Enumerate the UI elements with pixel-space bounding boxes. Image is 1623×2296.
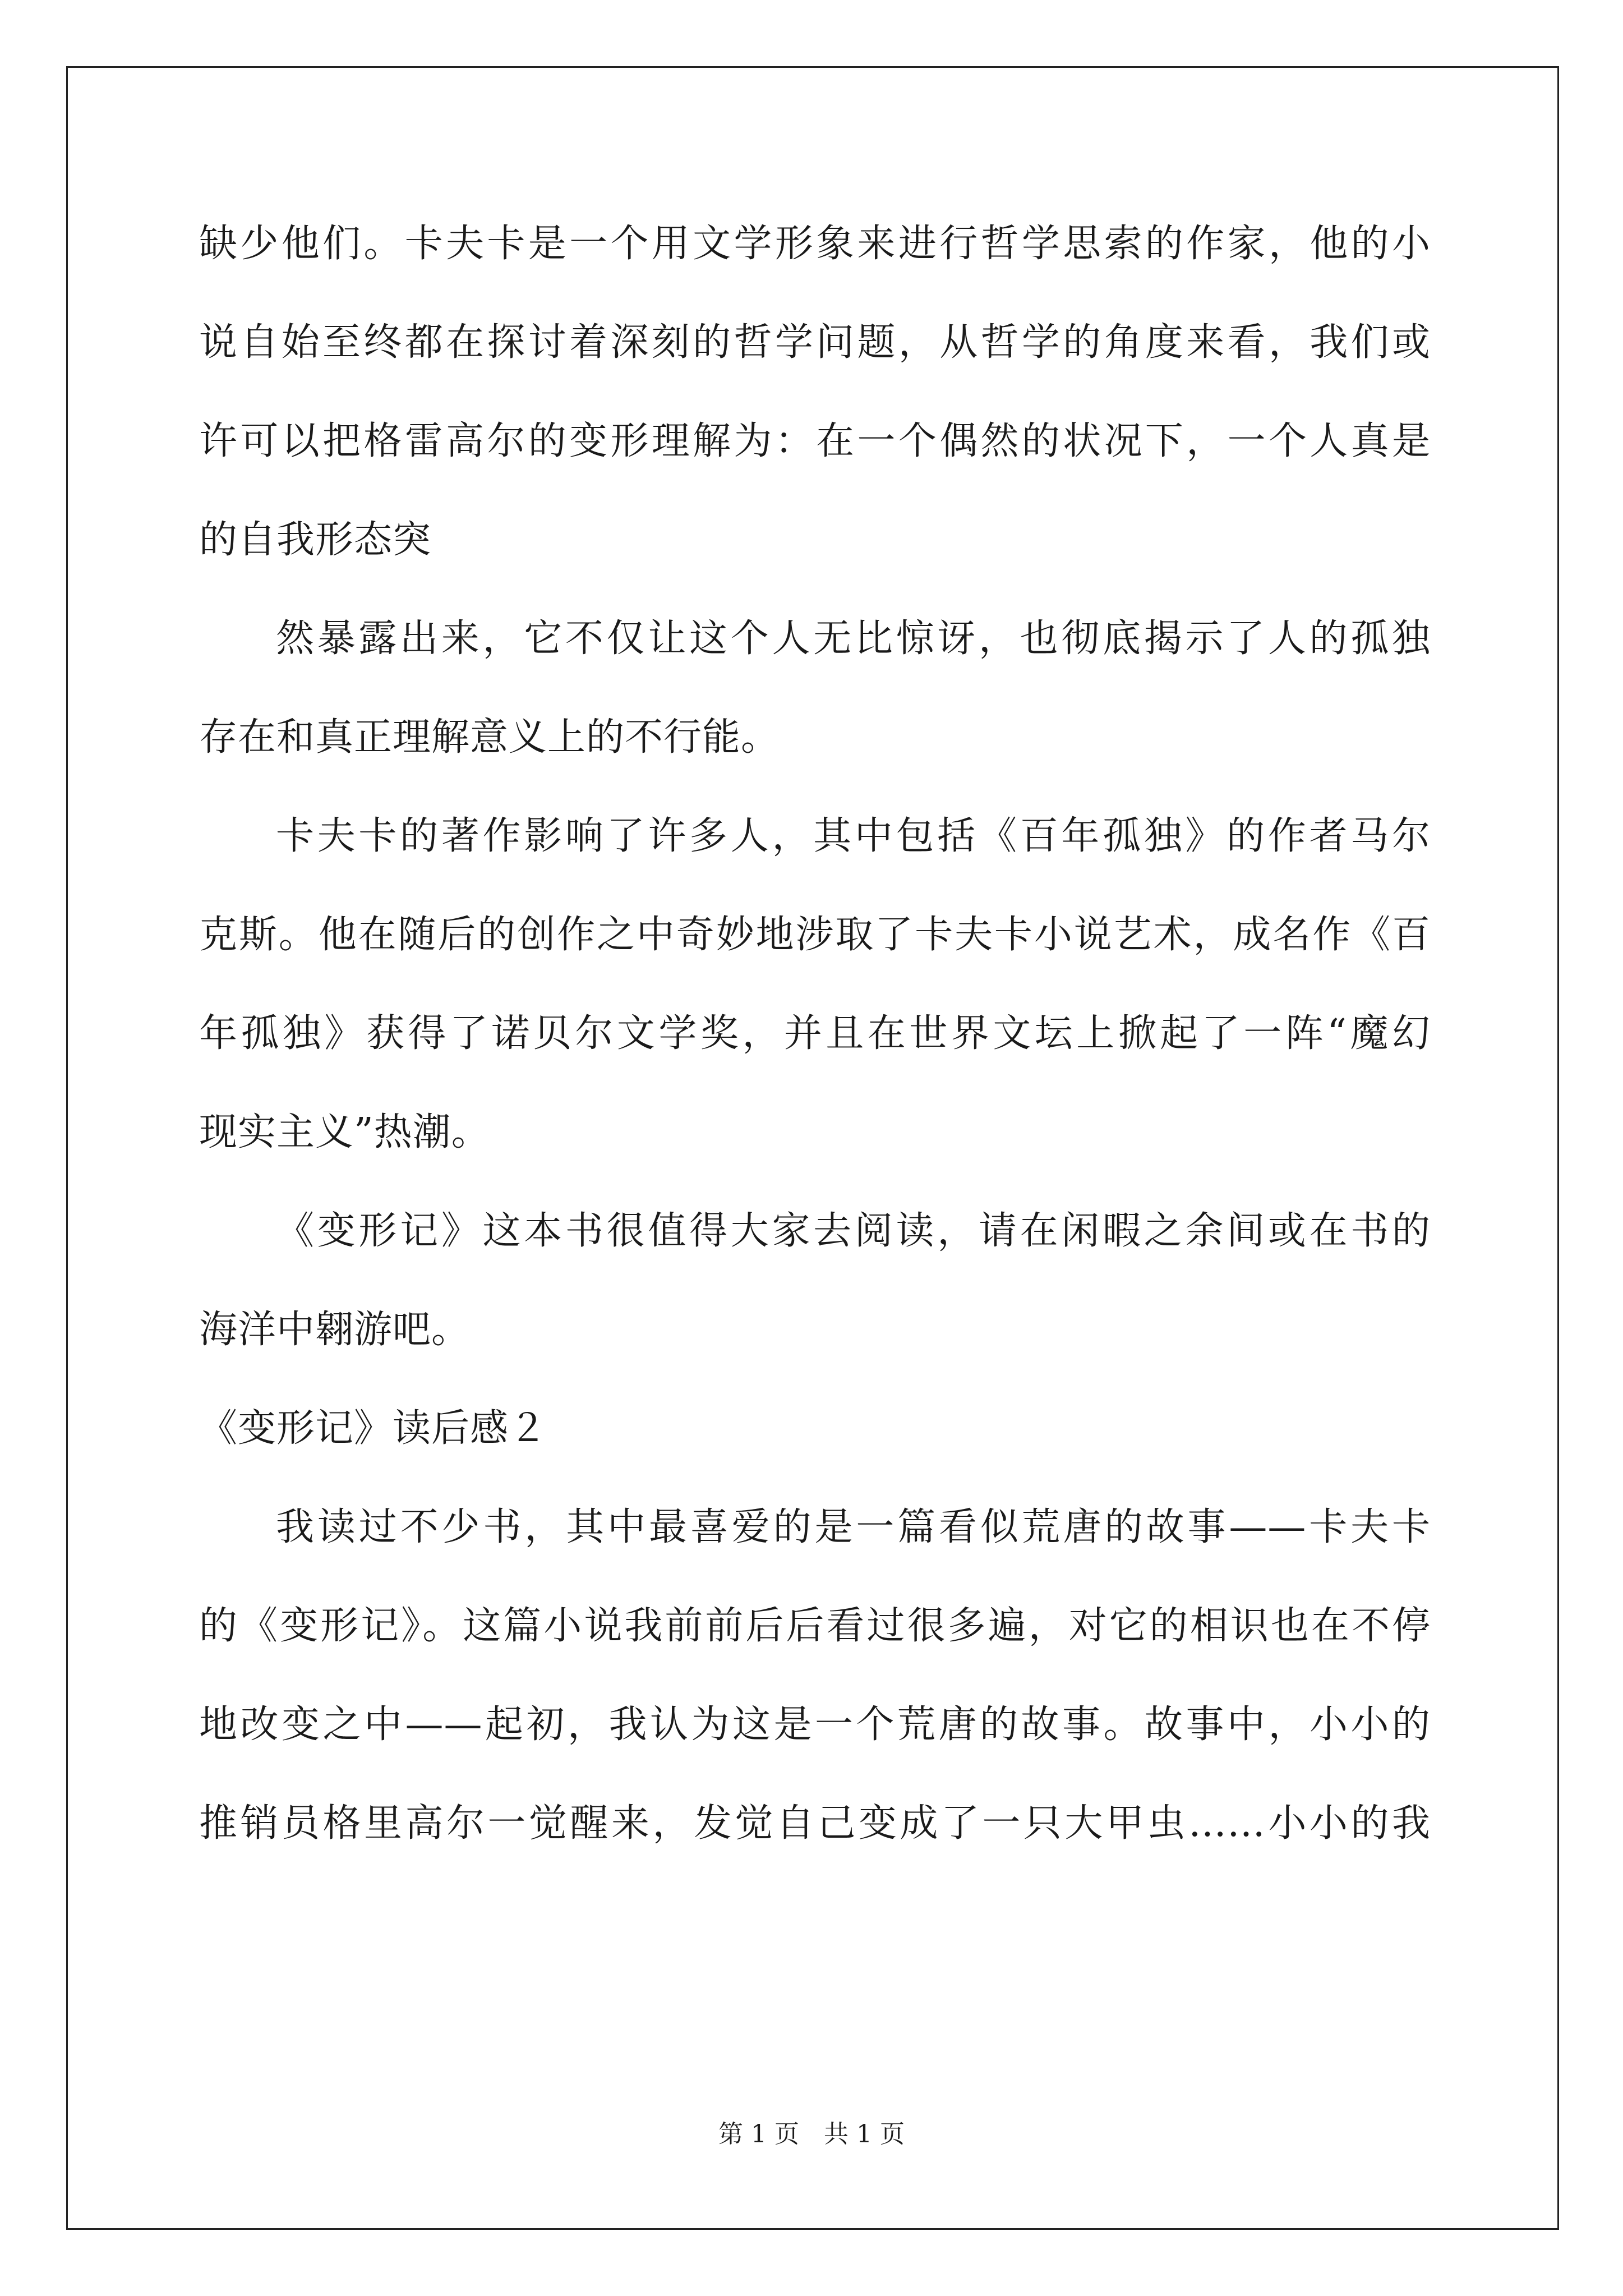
paragraph-line: 现实主义”热潮。	[199, 1110, 490, 1154]
page-number-footer: 第 1 页 共 1 页	[718, 2120, 905, 2148]
paragraph-line: 卡夫卡的著作影响了许多人，其中包括《百年孤独》的作者马尔	[276, 814, 1431, 858]
paragraph-line: 地改变之中——起初，我认为这是一个荒唐的故事。故事中，小小的	[199, 1703, 1431, 1747]
paragraph-line: 克斯。他在随后的创作之中奇妙地涉取了卡夫卡小说艺术，成名作《百	[199, 913, 1431, 957]
section-heading: 《变形记》读后感２	[199, 1406, 548, 1451]
paragraph-line: 然暴露出来，它不仅让这个人无比惊讶，也彻底揭示了人的孤独	[276, 616, 1431, 661]
paragraph-line: 推销员格里高尔一觉醒来，发觉自己变成了一只大甲虫……小小的我	[199, 1801, 1431, 1846]
paragraph-line: 我读过不少书，其中最喜爱的是一篇看似荒唐的故事——卡夫卡	[276, 1505, 1431, 1549]
paragraph-line: 年孤独》获得了诺贝尔文学奖，并且在世界文坛上掀起了一阵“魔幻	[199, 1011, 1431, 1056]
paragraph-line: 缺少他们。卡夫卡是一个用文学形象来进行哲学思索的作家，他的小	[199, 222, 1431, 266]
paragraph-line: 说自始至终都在探讨着深刻的哲学问题，从哲学的角度来看，我们或	[199, 320, 1431, 365]
paragraph-line: 许可以把格雷高尔的变形理解为：在一个偶然的状况下，一个人真是	[199, 419, 1431, 463]
paragraph-line: 存在和真正理解意义上的不行能。	[199, 715, 780, 760]
paragraph-line: 海洋中翱游吧。	[199, 1308, 471, 1352]
paragraph-line: 的自我形态突	[199, 518, 432, 562]
paragraph-line: 《变形记》这本书很值得大家去阅读，请在闲暇之余间或在书的	[276, 1209, 1431, 1253]
paragraph-line: 的《变形记》。这篇小说我前前后后看过很多遍，对它的相识也在不停	[199, 1604, 1431, 1648]
document-body	[199, 208, 1431, 1886]
